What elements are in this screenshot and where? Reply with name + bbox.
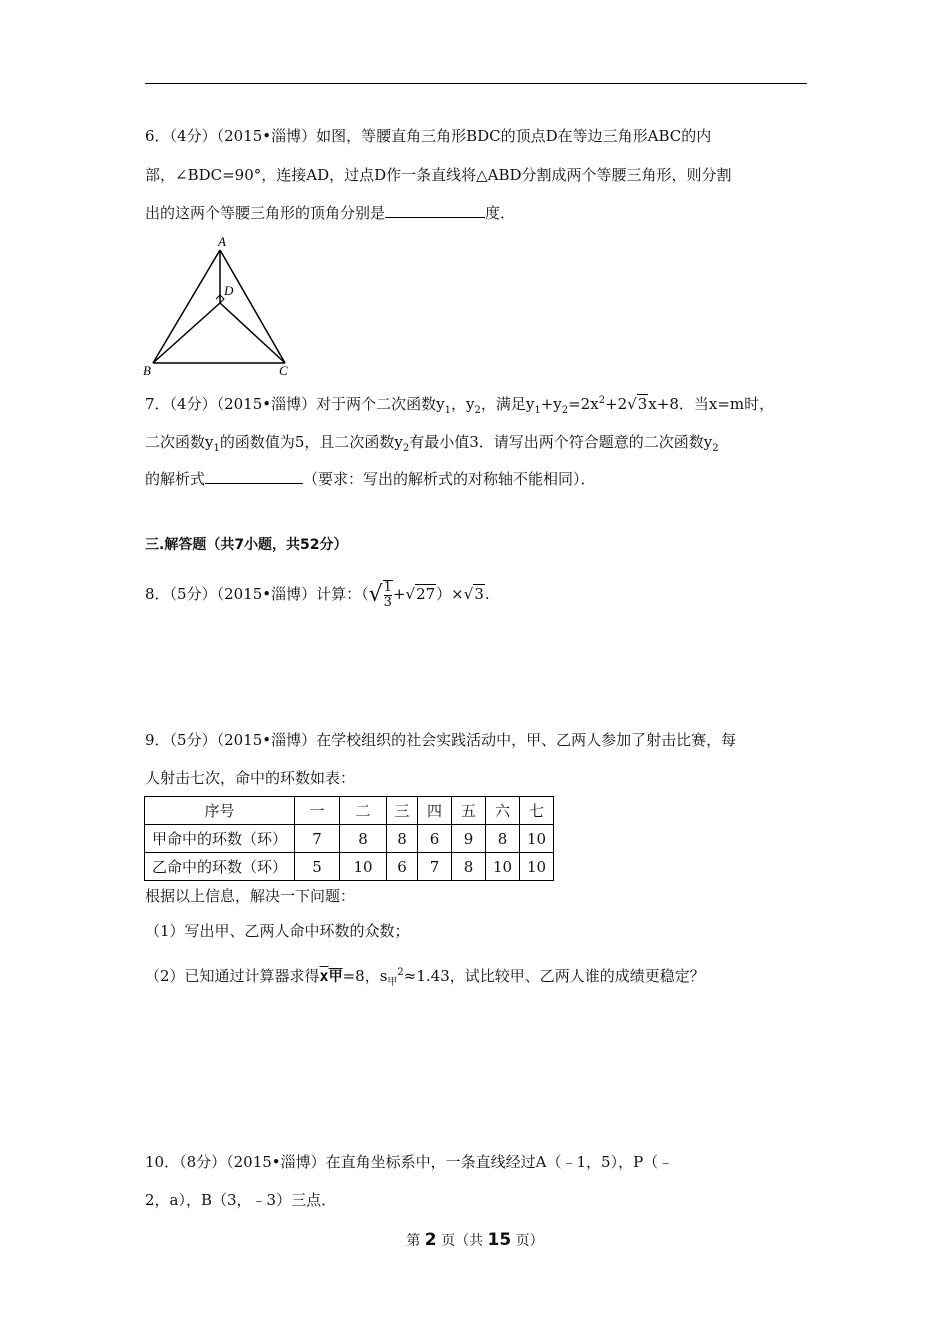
q7-sub: 2: [402, 443, 410, 454]
footer-text: 第: [406, 1233, 421, 1249]
q9-text: =8，s: [342, 967, 388, 985]
table-cell: 8: [452, 853, 486, 881]
table-cell: 四: [418, 797, 452, 825]
q7-text: +y: [540, 395, 562, 413]
table-cell: 10: [520, 853, 554, 881]
table-header-row: [145, 797, 554, 825]
table-cell: 五: [452, 797, 486, 825]
table-cell: 8: [486, 825, 520, 853]
q7-text: ，满足y: [480, 395, 535, 413]
q7-radicand: 3: [637, 395, 648, 413]
q7-sub: 2: [474, 405, 481, 416]
table-cell: 10: [340, 853, 387, 881]
q6-label-c: C: [279, 363, 288, 378]
q9-x: x: [319, 967, 329, 985]
page-number: 2: [424, 1230, 437, 1250]
footer-text: 页（共: [441, 1233, 484, 1249]
q10-line-2: 2，a），B（3，﹣3）三点．: [145, 1191, 337, 1209]
total-pages: 15: [487, 1230, 512, 1250]
q9-sub-question-2: [145, 966, 705, 987]
q6-answer-blank: [385, 203, 485, 218]
q8-text: 8．（5分）（2015•淄博）计算：（: [145, 585, 369, 603]
page-footer: [0, 1230, 950, 1250]
q6-label-a: A: [218, 234, 226, 249]
q9-xbar: [320, 967, 343, 985]
section-heading: 三.解答题（共7小题，共52分）: [145, 537, 348, 553]
header-rule: [145, 83, 807, 84]
table-cell: 5: [295, 853, 340, 881]
q7-sup: 2: [598, 395, 606, 406]
q9-text: ≈1.43，试比较甲、乙两人谁的成绩更稳定？: [403, 967, 705, 985]
q9-after-table: 根据以上信息，解决一下问题：: [145, 887, 356, 905]
q7-answer-blank: [205, 469, 303, 484]
q6-line-2: 部，∠BDC=90°，连接AD，过点D作一条直线将△ABD分割成两个等腰三角形，则分割: [145, 166, 732, 184]
table-row: [145, 853, 554, 881]
q6-line-1: 6．（4分）（2015•淄博）如图，等腰直角三角形BDC的顶点D在等边三角形ABC的内: [145, 127, 712, 145]
table-cell: 7: [295, 825, 340, 853]
q10-line-1: 10．（8分）（2015•淄博）在直角坐标系中，一条直线经过A（﹣1，5），P（﹣: [145, 1153, 674, 1171]
q7-text: x+8．当x=m时，: [648, 395, 775, 413]
table-cell: 六: [486, 797, 520, 825]
q7-text: =2x: [568, 395, 599, 413]
table-cell: 七: [520, 797, 554, 825]
q7-text: 有最小值3．请写出两个符合题意的二次函数y: [409, 433, 713, 451]
q7-text: ，y: [450, 395, 475, 413]
q7-text: 的解析式: [145, 470, 206, 488]
table-cell: 8: [340, 825, 387, 853]
q7-sub: 2: [561, 405, 569, 416]
table-cell: 二: [340, 797, 387, 825]
q9-text: （2）已知通过计算器求得: [145, 967, 320, 985]
q9-sub-question-1: （1）写出甲、乙两人命中环数的众数；: [145, 922, 410, 940]
q8-plus: +: [392, 585, 406, 603]
q6-line-3-end: 度．: [485, 204, 516, 222]
q7-sub: 1: [213, 443, 220, 454]
q8-denominator: 3: [383, 595, 392, 610]
q8-line: [145, 580, 490, 610]
q9-x-sub: 甲: [328, 969, 343, 985]
table-cell: 甲命中的环数（环）: [145, 825, 295, 853]
score-table: [144, 796, 554, 881]
table-cell: 乙命中的环数（环）: [145, 853, 295, 881]
table-cell: 一: [295, 797, 340, 825]
q8-text: ）×: [436, 585, 464, 603]
q9-line-1: 9．（5分）（2015•淄博）在学校组织的社会实践活动中，甲、乙两人参加了射击比赛，每: [145, 731, 737, 749]
footer-text: 页）: [515, 1233, 544, 1249]
q7-text: +2: [605, 395, 628, 413]
q6-line-3: [145, 203, 515, 223]
q8-sqrt-frac: √ $\frac{1}{3}$: [368, 580, 392, 610]
table-cell: 10: [486, 853, 520, 881]
q8-numerator: 1: [383, 580, 392, 595]
q7-line-2: [145, 432, 719, 452]
q7-text: 7．（4分）（2015•淄博）对于两个二次函数y: [145, 395, 445, 413]
q8-sqrt-27: √27: [405, 585, 436, 603]
q8-text: .: [484, 585, 490, 603]
table-cell: 6: [418, 825, 452, 853]
q7-text: （要求：写出的解析式的对称轴不能相同）．: [303, 470, 596, 488]
q9-line-2: 人射击七次，命中的环数如表：: [145, 769, 356, 787]
table-cell: 三: [387, 797, 418, 825]
table-cell: 10: [520, 825, 554, 853]
q7-sub: 2: [712, 443, 719, 454]
q7-sub: 1: [444, 405, 451, 416]
q6-line-3-text: 出的这两个等腰三角形的顶角分别是: [145, 204, 386, 222]
table-cell: 7: [418, 853, 452, 881]
q7-text: 的函数值为5，且二次函数y: [219, 433, 403, 451]
q8-radicand-27: 27: [416, 585, 436, 603]
q6-label-d: D: [224, 283, 234, 298]
table-cell: 序号: [145, 797, 295, 825]
q8-sqrt-3: √3: [463, 585, 484, 603]
table-row: [145, 825, 554, 853]
q7-text: 二次函数y: [145, 433, 214, 451]
table-cell: 6: [387, 853, 418, 881]
q9-s-sup: 2: [397, 967, 404, 978]
q7-line-3: [145, 469, 596, 489]
q8-radicand-3: 3: [474, 585, 484, 603]
q7-sub: 1: [534, 405, 541, 416]
q6-triangle-figure: [138, 232, 298, 380]
q7-line-1: [145, 394, 774, 414]
q6-label-b: B: [143, 363, 151, 378]
q7-sqrt: √3: [627, 395, 648, 413]
table-cell: 9: [452, 825, 486, 853]
q9-s-sub: 甲: [387, 977, 398, 988]
table-cell: 8: [387, 825, 418, 853]
